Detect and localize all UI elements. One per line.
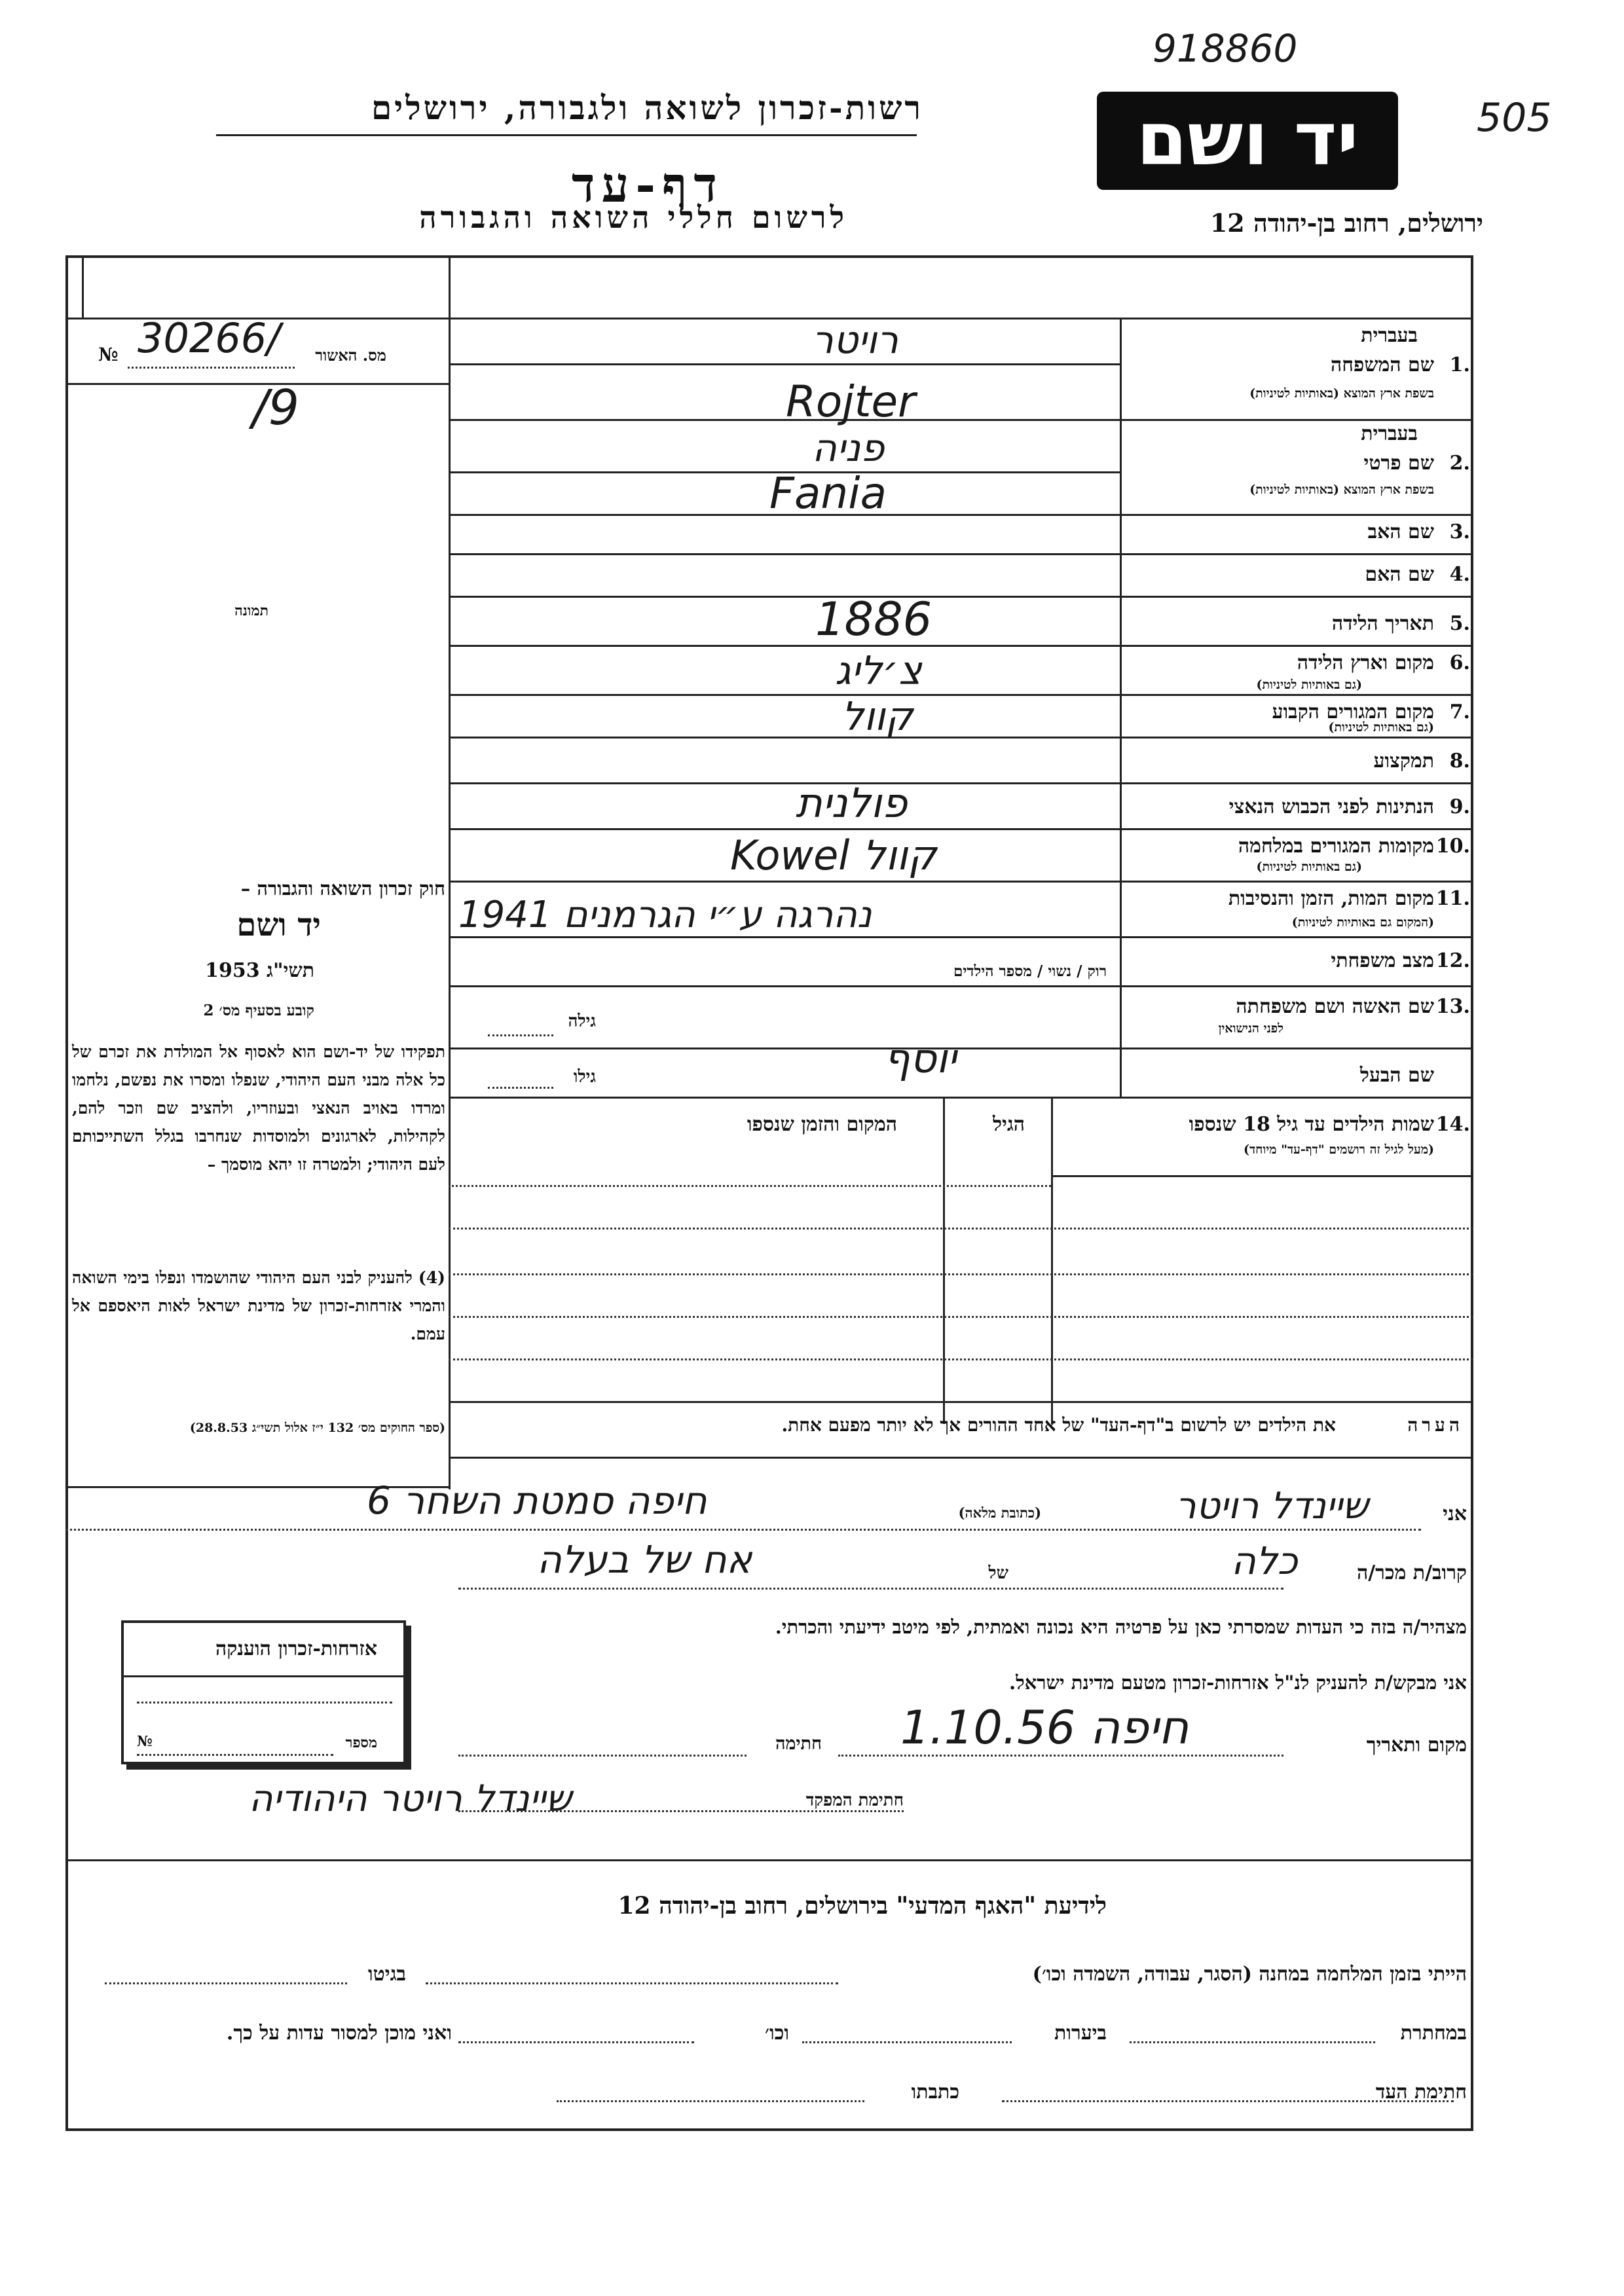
bottom-line2-fill-1 bbox=[1130, 2041, 1375, 2043]
declaration-of-label: של bbox=[988, 1563, 1008, 1583]
children-sub: (מעל לגיל זה רושמים "דף-עד" מיוחד) bbox=[1243, 1142, 1434, 1157]
field-2-row bbox=[1126, 422, 1470, 514]
field-10-number: 10. bbox=[1435, 835, 1470, 858]
field-12-label: מצב משפחתי bbox=[1331, 949, 1434, 972]
logo-text: יד ושם bbox=[1136, 97, 1359, 182]
field-2-number: 2. bbox=[1449, 452, 1470, 475]
citizenship-box bbox=[121, 1620, 406, 1764]
top-number-annotation: 918860 bbox=[1153, 26, 1298, 71]
children-col-divider-2 bbox=[943, 1097, 945, 1424]
children-row-line bbox=[449, 1316, 1473, 1318]
form-title: דף-עד bbox=[571, 157, 724, 213]
children-header-line bbox=[1051, 1175, 1473, 1177]
field-9-value: פולנית bbox=[796, 779, 908, 827]
field-1-row bbox=[1126, 321, 1470, 419]
field-2-value-hebrew: פניה bbox=[812, 426, 885, 470]
citizenship-title: אזרחות-זכרון הוענקה bbox=[215, 1637, 377, 1660]
row-line bbox=[449, 596, 1473, 598]
field-8-label: תמקצוע bbox=[1373, 750, 1434, 773]
place-date-line bbox=[838, 1755, 1283, 1757]
citizenship-line bbox=[137, 1702, 392, 1704]
number-symbol: № bbox=[98, 344, 119, 365]
row-line bbox=[449, 645, 1473, 647]
field-10-value: Kowel קוול bbox=[730, 831, 937, 879]
citizenship-title-line bbox=[124, 1675, 406, 1677]
field-2-value-latin: Fania bbox=[769, 468, 887, 519]
children-number: 14. bbox=[1435, 1113, 1470, 1136]
field-12-number: 12. bbox=[1435, 949, 1470, 972]
field-13-label: שם האשה ושם משפחתה bbox=[1236, 995, 1434, 1018]
field-3-number: 3. bbox=[1449, 520, 1470, 543]
declaration-ani-label: אני bbox=[1443, 1503, 1467, 1525]
bottom-line1-a: הייתי בזמן המלחמה במחנה (הסגר, עבודה, השמדה וכו׳) bbox=[1032, 1963, 1467, 1986]
children-row-line bbox=[449, 1358, 1473, 1360]
declaration-statement: מצהיר/ה בזה כי העדות שמסרתי כאן על פרטיה היא נכונה ואמתית, לפי מיטב ידיעתי והכרתי. bbox=[775, 1616, 1467, 1638]
field-6-label: מקום וארץ הלידה bbox=[1297, 651, 1434, 674]
citizenship-number-label: מספר bbox=[345, 1734, 377, 1751]
declaration-line-1 bbox=[65, 1529, 1421, 1531]
children-row-line bbox=[449, 1228, 1473, 1230]
field-11-number: 11. bbox=[1435, 887, 1470, 910]
declaration-relative-label: קרוב/ת מכר/ה bbox=[1356, 1561, 1467, 1584]
note-bottom-line bbox=[449, 1457, 1473, 1459]
field-11-value: נהרגה ע״י הגרמנים 1941 bbox=[458, 894, 872, 936]
declaration-request: אני מבקש/ת להעניק לנ"ל אזרחות-זכרון מטעם מדינת ישראל. bbox=[1008, 1671, 1467, 1694]
row-line bbox=[449, 694, 1473, 696]
row-line bbox=[449, 881, 1473, 883]
row-line bbox=[449, 737, 1473, 738]
row-line bbox=[449, 936, 1473, 938]
husband-label: שם הבעל bbox=[1359, 1064, 1434, 1087]
label-column-divider bbox=[1120, 318, 1122, 1097]
row-line bbox=[449, 782, 1473, 784]
field-13-number: 13. bbox=[1435, 995, 1470, 1018]
husband-age-label: גילו bbox=[573, 1067, 596, 1087]
field-1-lang-label: בעברית bbox=[1361, 324, 1418, 347]
citizenship-number-line bbox=[137, 1754, 333, 1756]
field-1-value-latin: Rojter bbox=[786, 376, 916, 427]
org-line: רשות-זכרון לשואה ולגבורה, ירושלים bbox=[371, 88, 923, 127]
field-1-sub: בשפת ארץ המוצא (באותיות לטיניות) bbox=[1249, 386, 1434, 401]
field-4-label: שם האם bbox=[1365, 563, 1434, 586]
row-line bbox=[449, 363, 1120, 365]
bottom-line2-b: ביערות bbox=[1054, 2022, 1107, 2045]
field-1-value-hebrew: רויטר bbox=[812, 318, 898, 362]
row-line bbox=[449, 1097, 1473, 1099]
field-9-label: הנתינות לפני הכבוש הנאצי bbox=[1228, 795, 1434, 818]
children-col-age: הגיל bbox=[992, 1113, 1025, 1136]
declaration-relation: כלה bbox=[1231, 1539, 1298, 1583]
field-9-number: 9. bbox=[1449, 795, 1470, 818]
field-11-sub: (המקום גם באותיות לטיניות) bbox=[1291, 915, 1434, 930]
note-text: את הילדים יש לרשום ב"דף-העד" של אחד ההורים אך לא יותר מפעם אחת. bbox=[781, 1414, 1336, 1436]
field-2-label: שם פרטי bbox=[1363, 452, 1434, 475]
field-6-sub: (גם באותיות לטיניות) bbox=[1256, 678, 1362, 692]
declaration-signature: שיינדל רויטר היהודיה bbox=[249, 1777, 572, 1820]
field-6-value: צ׳ליג bbox=[835, 648, 922, 694]
husband-age-line bbox=[488, 1087, 553, 1089]
bottom-line1-fill bbox=[426, 1982, 838, 1984]
law-text-2: (4) להעניק לבני העם היהודי שהושמדו ונפלו בימי השואה והמרי אזרחות-זכרון של מדינת ישראל לאות היאספם אל עמם. bbox=[72, 1268, 445, 1343]
law-text: תפקידו של יד-ושם הוא לאסוף אל המולדת את זכרם של כל אלה מבני העם היהודי, שנפלו ומסרו את נפשם, נלחמו ומרדו באויב הנאצי ובעוזריו, ולהציב שם וזכר להם, לקהילות, לארגונים ולמוסדות שנחרבו בגלל השתייכותם לעם היהודי; ולמטרה זו יהא מוסמך – bbox=[72, 1042, 445, 1174]
field-10-label: מקומות המגורים במלחמה bbox=[1238, 835, 1434, 858]
bottom-line1-fill-2 bbox=[105, 1982, 347, 1984]
field-7-label: מקום המגורים הקבוע bbox=[1272, 701, 1434, 723]
bottom-line3-a: חתימת העד bbox=[1375, 2081, 1467, 2104]
approval-number: 30266/ bbox=[138, 314, 281, 362]
field-12-sub: רוק / נשוי / מספר הילדים bbox=[953, 962, 1107, 980]
field-7-value: קוול bbox=[841, 694, 913, 740]
bottom-line2-d: ואני מוכן למסור עדות על כך. bbox=[226, 2022, 452, 2045]
field-2-sub: בשפת ארץ המוצא (באותיות לטיניות) bbox=[1249, 483, 1434, 497]
field-13-sub: לפני הנישואין bbox=[1218, 1021, 1283, 1036]
bottom-section-line bbox=[65, 1859, 1473, 1861]
header-address: ירושלים, רחוב בן-יהודה 12 bbox=[1209, 208, 1483, 238]
row-line bbox=[449, 514, 1473, 516]
approval-number-2: /9 bbox=[252, 380, 300, 436]
row-line bbox=[449, 553, 1473, 555]
approval-number-line bbox=[128, 367, 295, 369]
bottom-line1-b: בגיטו bbox=[367, 1963, 406, 1986]
bottom-line2-fill-2 bbox=[802, 2041, 1012, 2043]
children-row-line bbox=[449, 1185, 1051, 1187]
row-line bbox=[449, 1048, 1473, 1049]
place-date: חיפה 1.10.56 bbox=[900, 1701, 1189, 1755]
corner-code-annotation: 505 bbox=[1477, 95, 1552, 141]
law-section: קובע בסעיף מס׳ 2 bbox=[203, 1002, 314, 1019]
citizenship-number-symbol: № bbox=[137, 1733, 153, 1750]
approval-label: מס. האשור bbox=[315, 346, 386, 365]
left-panel-tick bbox=[82, 255, 84, 318]
yad-vashem-logo bbox=[1097, 92, 1398, 190]
field-3-label: שם האב bbox=[1367, 520, 1434, 543]
declaration-name: שיינדל רויטר bbox=[1175, 1485, 1369, 1527]
signer-line bbox=[458, 1810, 904, 1812]
field-2-lang-label: בעברית bbox=[1361, 422, 1418, 445]
bottom-line3-b: כתבתו bbox=[911, 2081, 959, 2104]
field-13-age-label: גילה bbox=[568, 1011, 596, 1031]
field-10-sub: (גם באותיות לטיניות) bbox=[1256, 860, 1362, 874]
law-title: חוק זכרון השואה והגבורה – bbox=[240, 877, 445, 900]
declaration-address: חיפה סמטת השחר 6 bbox=[367, 1478, 707, 1523]
children-col-place: המקום והזמן שנספו bbox=[747, 1113, 897, 1136]
bottom-line3-fill-1 bbox=[1002, 2100, 1454, 2102]
law-year: תשי"ג 1953 bbox=[205, 959, 314, 982]
form-subtitle: לרשום חללי השואה והגבורה bbox=[419, 200, 848, 235]
photo-label: תמונה bbox=[234, 602, 268, 619]
row-line bbox=[449, 828, 1473, 830]
form-frame bbox=[65, 255, 1473, 2131]
field-4-number: 4. bbox=[1449, 563, 1470, 586]
field-13-age-line bbox=[488, 1034, 553, 1036]
declaration-address-hint: (כתובת מלאה) bbox=[958, 1504, 1041, 1521]
signature-label: חתימה bbox=[775, 1734, 822, 1754]
field-5-label: תאריך הלידה bbox=[1331, 612, 1434, 635]
field-8-number: 8. bbox=[1449, 750, 1470, 773]
note-label: הערה bbox=[1407, 1414, 1464, 1436]
children-col-divider-1 bbox=[1051, 1097, 1053, 1424]
bottom-line2-c: וכו׳ bbox=[765, 2022, 789, 2045]
row-line bbox=[449, 985, 1473, 987]
field-7-sub: (גם באותיות לטיניות) bbox=[1328, 720, 1434, 735]
field-1-number: 1. bbox=[1449, 354, 1470, 376]
law-name: יד ושם bbox=[236, 907, 321, 943]
place-date-label: מקום ותאריך bbox=[1366, 1734, 1467, 1757]
org-underline bbox=[216, 134, 917, 136]
left-panel-divider bbox=[449, 255, 451, 1489]
bottom-line2-a: במחתרת bbox=[1400, 2022, 1467, 2045]
field-5-number: 5. bbox=[1449, 612, 1470, 635]
signer-label: חתימת המפקד bbox=[805, 1791, 904, 1810]
bottom-line2-fill-3 bbox=[458, 2041, 694, 2043]
field-6-number: 6. bbox=[1449, 651, 1470, 674]
bottom-line3-fill-2 bbox=[557, 2100, 864, 2102]
children-row-line bbox=[449, 1273, 1473, 1275]
field-1-label: שם המשפחה bbox=[1330, 354, 1434, 376]
field-11-label: מקום המות, הזמן והנסיבות bbox=[1228, 887, 1434, 910]
children-label: שמות הילדים עד גיל 18 שנספו bbox=[1189, 1113, 1434, 1136]
law-reference: (ספר החוקים מס׳ 132 י״ז אלול תשי״ג 28.8.53) bbox=[189, 1421, 445, 1435]
field-7-number: 7. bbox=[1449, 701, 1470, 723]
declaration-relation-2: אח של בעלה bbox=[537, 1537, 752, 1582]
field-13-value: יוסף bbox=[884, 1034, 957, 1082]
row-line bbox=[449, 419, 1473, 421]
declaration-line-2 bbox=[458, 1588, 1283, 1590]
field-5-value: 1886 bbox=[815, 592, 932, 646]
signature-line bbox=[458, 1755, 747, 1757]
children-bottom-line bbox=[449, 1401, 1473, 1403]
bottom-title: לידיעת "האגף המדעי" בירושלים, רחוב בן-יהודה 12 bbox=[618, 1892, 1107, 1920]
